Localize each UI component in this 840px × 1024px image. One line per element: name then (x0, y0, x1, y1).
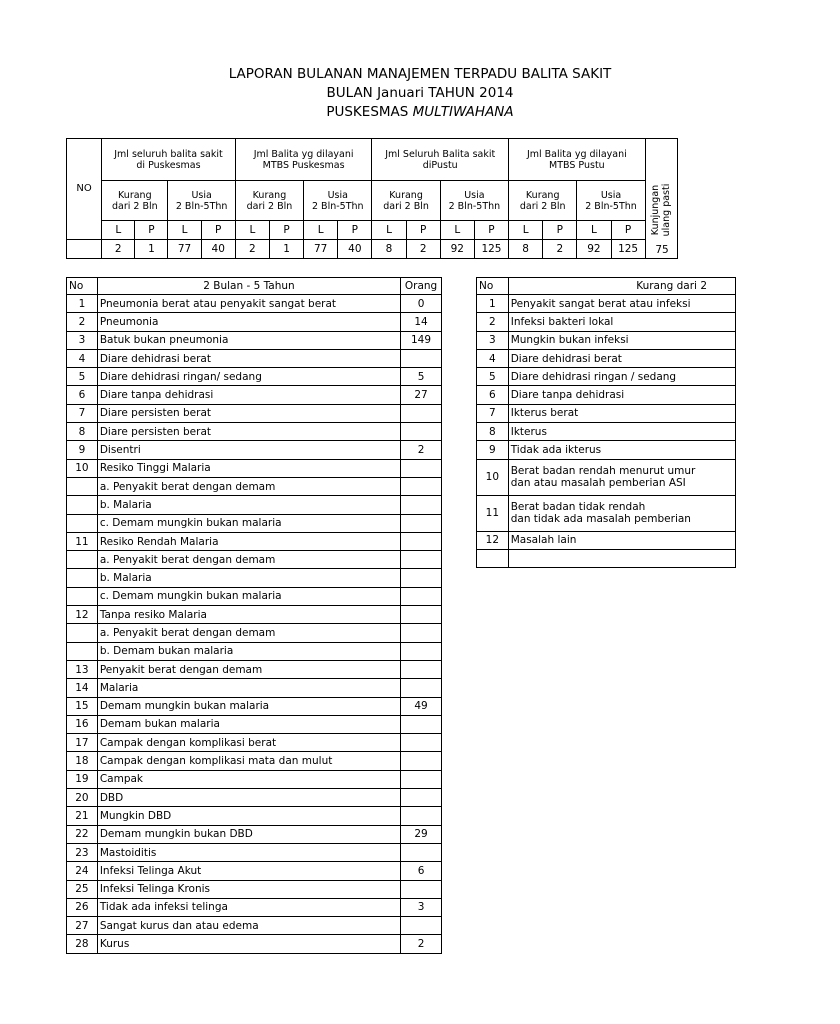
table-row (67, 862, 442, 880)
value-cell: 1 (269, 240, 303, 259)
row-count: 29 (401, 825, 442, 843)
row-label: Batuk bukan pneumonia (97, 331, 400, 349)
row-label: b. Malaria (97, 569, 400, 587)
row-count: 14 (401, 313, 442, 331)
sex-cell: L (577, 221, 611, 240)
row-count (401, 642, 442, 660)
age-kurang-header: Kurang dari 2 Bln (372, 181, 440, 221)
row-number: 27 (67, 917, 98, 935)
summary-no-cell (67, 240, 102, 259)
table-row (67, 569, 442, 587)
row-number (67, 587, 98, 605)
row-label (508, 386, 735, 404)
table-row (477, 368, 736, 386)
left-header-count: Orang (401, 278, 442, 295)
row-number: 3 (477, 331, 509, 349)
age-kurang-header: Kurang dari 2 Bln (235, 181, 303, 221)
row-label: Mastoiditis (97, 843, 400, 861)
table-row (477, 331, 736, 349)
value-cell: 125 (611, 240, 645, 259)
sex-cell: P (611, 221, 645, 240)
row-label-line2: dan atau masalah pemberian ASI (510, 477, 686, 490)
row-number: 6 (67, 386, 98, 404)
row-label: Diare tanpa dehidrasi (97, 386, 400, 404)
value-cell: 2 (543, 240, 577, 259)
report-title-line1: LAPORAN BULANAN MANAJEMEN TERPADU BALITA SAKIT (228, 66, 612, 82)
table-row (477, 531, 736, 549)
table-row (477, 404, 736, 422)
sex-cell: L (102, 221, 135, 240)
report-title-line3 (0, 103, 840, 122)
row-number: 11 (477, 495, 509, 531)
kunjungan-header: Kunjungan ulang pasti (645, 139, 677, 259)
row-label (508, 331, 735, 349)
row-number: 14 (67, 679, 98, 697)
right-table-body (477, 295, 736, 568)
row-number: 13 (67, 660, 98, 678)
row-label: Infeksi Telinga Kronis (97, 880, 400, 898)
table-row (67, 642, 442, 660)
row-label-line1: Diare dehidrasi berat (510, 352, 622, 365)
group-header-1: Jml seluruh balita sakit di Puskesmas (102, 139, 236, 181)
row-number: 4 (67, 349, 98, 367)
table-row (477, 423, 736, 441)
row-label-line1: Masalah lain (510, 534, 577, 547)
age-kurang-header: Kurang dari 2 Bln (102, 181, 168, 221)
summary-table (66, 138, 678, 259)
value-cell: 1 (135, 240, 168, 259)
row-count (401, 789, 442, 807)
row-label-line1: Infeksi bakteri lokal (510, 315, 614, 328)
row-label: Diare dehidrasi berat (97, 349, 400, 367)
row-number: 9 (67, 441, 98, 459)
row-label: Tidak ada infeksi telinga (97, 898, 400, 916)
row-number: 2 (67, 313, 98, 331)
row-number: 8 (477, 423, 509, 441)
sex-cell: P (474, 221, 508, 240)
row-label: Disentri (97, 441, 400, 459)
sex-cell: L (440, 221, 474, 240)
sex-cell: L (235, 221, 269, 240)
row-label (508, 349, 735, 367)
row-label: Malaria (97, 679, 400, 697)
puskesmas-name: MULTIWAHANA (412, 104, 514, 120)
right-table (476, 277, 736, 568)
right-header-no: No (477, 278, 509, 295)
row-label: Campak (97, 770, 400, 788)
left-header-title: 2 Bulan - 5 Tahun (97, 278, 400, 295)
row-count (401, 917, 442, 935)
row-label: b. Demam bukan malaria (97, 642, 400, 660)
row-label: Resiko Rendah Malaria (97, 532, 400, 550)
age-kurang-header: Kurang dari 2 Bln (509, 181, 577, 221)
table-row (67, 770, 442, 788)
table-row (67, 898, 442, 916)
row-number: 10 (477, 459, 509, 495)
row-number: 26 (67, 898, 98, 916)
table-row (477, 441, 736, 459)
table-row (67, 752, 442, 770)
row-label: Pneumonia berat atau penyakit sangat berat (97, 295, 400, 313)
row-label-line1: Diare dehidrasi ringan / sedang (510, 370, 677, 383)
row-count (401, 807, 442, 825)
row-number: 4 (477, 349, 509, 367)
sex-cell: P (406, 221, 440, 240)
row-label-line1: Ikterus (510, 425, 547, 438)
row-count: 0 (401, 295, 442, 313)
sex-cell: L (509, 221, 543, 240)
row-number (67, 569, 98, 587)
row-number: 8 (67, 423, 98, 441)
row-label-line1: Diare tanpa dehidrasi (510, 389, 625, 402)
row-count (401, 715, 442, 733)
row-number: 18 (67, 752, 98, 770)
row-label: Resiko Tinggi Malaria (97, 459, 400, 477)
table-row (477, 313, 736, 331)
row-label-line2: dan tidak ada masalah pemberian (510, 513, 691, 526)
row-number: 20 (67, 789, 98, 807)
sex-cell: P (269, 221, 303, 240)
row-number: 6 (477, 386, 509, 404)
row-label-line1: Tidak ada ikterus (510, 444, 602, 457)
row-count: 149 (401, 331, 442, 349)
age-usia-header: Usia 2 Bln-5Thn (440, 181, 508, 221)
age-usia-header: Usia 2 Bln-5Thn (577, 181, 645, 221)
row-number (67, 624, 98, 642)
sex-cell: L (168, 221, 201, 240)
value-cell: 8 (509, 240, 543, 259)
table-row (67, 715, 442, 733)
row-label: Kurus (97, 935, 400, 953)
table-row (67, 789, 442, 807)
row-label (508, 531, 735, 549)
table-row (477, 495, 736, 531)
row-number (67, 642, 98, 660)
row-count (401, 660, 442, 678)
row-label: Penyakit berat dengan demam (97, 660, 400, 678)
row-count: 2 (401, 441, 442, 459)
row-label (508, 368, 735, 386)
table-row (67, 843, 442, 861)
row-label: Campak dengan komplikasi mata dan mulut (97, 752, 400, 770)
sex-cell: P (201, 221, 235, 240)
row-number: 28 (67, 935, 98, 953)
sex-cell: L (372, 221, 406, 240)
row-label: Diare persisten berat (97, 423, 400, 441)
table-row (67, 825, 442, 843)
table-row (67, 697, 442, 715)
value-cell: 2 (102, 240, 135, 259)
row-number: 16 (67, 715, 98, 733)
row-number: 17 (67, 734, 98, 752)
table-row (477, 386, 736, 404)
table-row (477, 349, 736, 367)
row-label: a. Penyakit berat dengan demam (97, 624, 400, 642)
value-cell: 40 (201, 240, 235, 259)
row-count: 2 (401, 935, 442, 953)
row-number: 5 (477, 368, 509, 386)
row-label: Sangat kurus dan atau edema (97, 917, 400, 935)
row-label: Demam mungkin bukan malaria (97, 697, 400, 715)
row-number: 1 (67, 295, 98, 313)
value-cell: 92 (440, 240, 474, 259)
row-count (401, 734, 442, 752)
row-number: 5 (67, 368, 98, 386)
value-cell: 125 (474, 240, 508, 259)
row-label: DBD (97, 789, 400, 807)
row-count (401, 752, 442, 770)
report-title-line2: BULAN Januari TAHUN 2014 (326, 85, 514, 101)
row-label: Tanpa resiko Malaria (97, 606, 400, 624)
table-row (67, 807, 442, 825)
age-usia-header: Usia 2 Bln-5Thn (304, 181, 372, 221)
table-row (67, 679, 442, 697)
row-number: 19 (67, 770, 98, 788)
group-header-4: Jml Balita yg dilayani MTBS Pustu (509, 139, 646, 181)
row-number: 24 (67, 862, 98, 880)
row-label (508, 459, 735, 495)
report-title (0, 65, 840, 122)
row-label: b. Malaria (97, 496, 400, 514)
group-header-2: Jml Balita yg dilayani MTBS Puskesmas (235, 139, 372, 181)
row-number: 10 (67, 459, 98, 477)
row-label-line1: Berat badan tidak rendah (510, 501, 646, 514)
sex-cell: P (543, 221, 577, 240)
row-number: 2 (477, 313, 509, 331)
row-label (508, 404, 735, 422)
value-cell: 2 (235, 240, 269, 259)
row-number: 1 (477, 295, 509, 313)
row-number: 7 (477, 404, 509, 422)
sex-cell: P (135, 221, 168, 240)
row-number: 11 (67, 532, 98, 550)
right-header-title: Kurang dari 2 (508, 278, 735, 295)
row-label: Pneumonia (97, 313, 400, 331)
row-label (508, 495, 735, 531)
row-label-line1: Ikterus berat (510, 407, 579, 420)
table-row (67, 660, 442, 678)
sex-cell: L (304, 221, 338, 240)
row-count: 3 (401, 898, 442, 916)
kunjungan-value: 75 (655, 244, 669, 256)
row-count (401, 569, 442, 587)
row-number (477, 549, 509, 567)
row-label-line1: Penyakit sangat berat atau infeksi (510, 297, 691, 310)
row-label: c. Demam mungkin bukan malaria (97, 587, 400, 605)
row-number: 12 (67, 606, 98, 624)
value-cell: 92 (577, 240, 611, 259)
row-label: c. Demam mungkin bukan malaria (97, 514, 400, 532)
row-number: 25 (67, 880, 98, 898)
puskesmas-label: PUSKESMAS (326, 104, 413, 120)
value-cell: 77 (168, 240, 201, 259)
table-row (67, 917, 442, 935)
row-label: Mungkin DBD (97, 807, 400, 825)
row-number: 7 (67, 404, 98, 422)
value-cell: 77 (304, 240, 338, 259)
table-row (67, 587, 442, 605)
right-table-clip (0, 270, 707, 570)
table-row (477, 295, 736, 313)
row-label (508, 423, 735, 441)
no-header: NO (67, 139, 102, 240)
row-label: Campak dengan komplikasi berat (97, 734, 400, 752)
row-label-line1: Berat badan rendah menurut umur (510, 465, 696, 478)
row-number: 3 (67, 331, 98, 349)
row-label (508, 549, 735, 567)
row-number: 12 (477, 531, 509, 549)
row-label: Diare dehidrasi ringan/ sedang (97, 368, 400, 386)
row-label: a. Penyakit berat dengan demam (97, 477, 400, 495)
table-row (477, 549, 736, 567)
sex-cell: P (338, 221, 372, 240)
row-count (401, 770, 442, 788)
table-row (477, 459, 736, 495)
value-cell: 8 (372, 240, 406, 259)
row-label: a. Penyakit berat dengan demam (97, 551, 400, 569)
row-count (401, 843, 442, 861)
row-count: 6 (401, 862, 442, 880)
row-count (401, 606, 442, 624)
row-number: 22 (67, 825, 98, 843)
value-cell: 40 (338, 240, 372, 259)
row-number: 9 (477, 441, 509, 459)
table-row (67, 606, 442, 624)
row-label: Demam bukan malaria (97, 715, 400, 733)
row-count (401, 679, 442, 697)
table-row (67, 935, 442, 953)
row-label (508, 313, 735, 331)
row-label: Diare persisten berat (97, 404, 400, 422)
row-number: 21 (67, 807, 98, 825)
row-count: 49 (401, 697, 442, 715)
value-cell: 2 (406, 240, 440, 259)
table-row (67, 624, 442, 642)
row-count: 27 (401, 386, 442, 404)
table-row (67, 734, 442, 752)
group-header-3: Jml Seluruh Balita sakit diPustu (372, 139, 509, 181)
row-label (508, 295, 735, 313)
row-label: Demam mungkin bukan DBD (97, 825, 400, 843)
row-count (401, 880, 442, 898)
age-usia-header: Usia 2 Bln-5Thn (168, 181, 235, 221)
row-count: 5 (401, 368, 442, 386)
row-label (508, 441, 735, 459)
row-count (401, 624, 442, 642)
row-label-line1: Mungkin bukan infeksi (510, 334, 629, 347)
row-count (401, 587, 442, 605)
row-label: Infeksi Telinga Akut (97, 862, 400, 880)
row-number: 23 (67, 843, 98, 861)
table-row (67, 880, 442, 898)
row-number: 15 (67, 697, 98, 715)
left-header-no: No (67, 278, 98, 295)
